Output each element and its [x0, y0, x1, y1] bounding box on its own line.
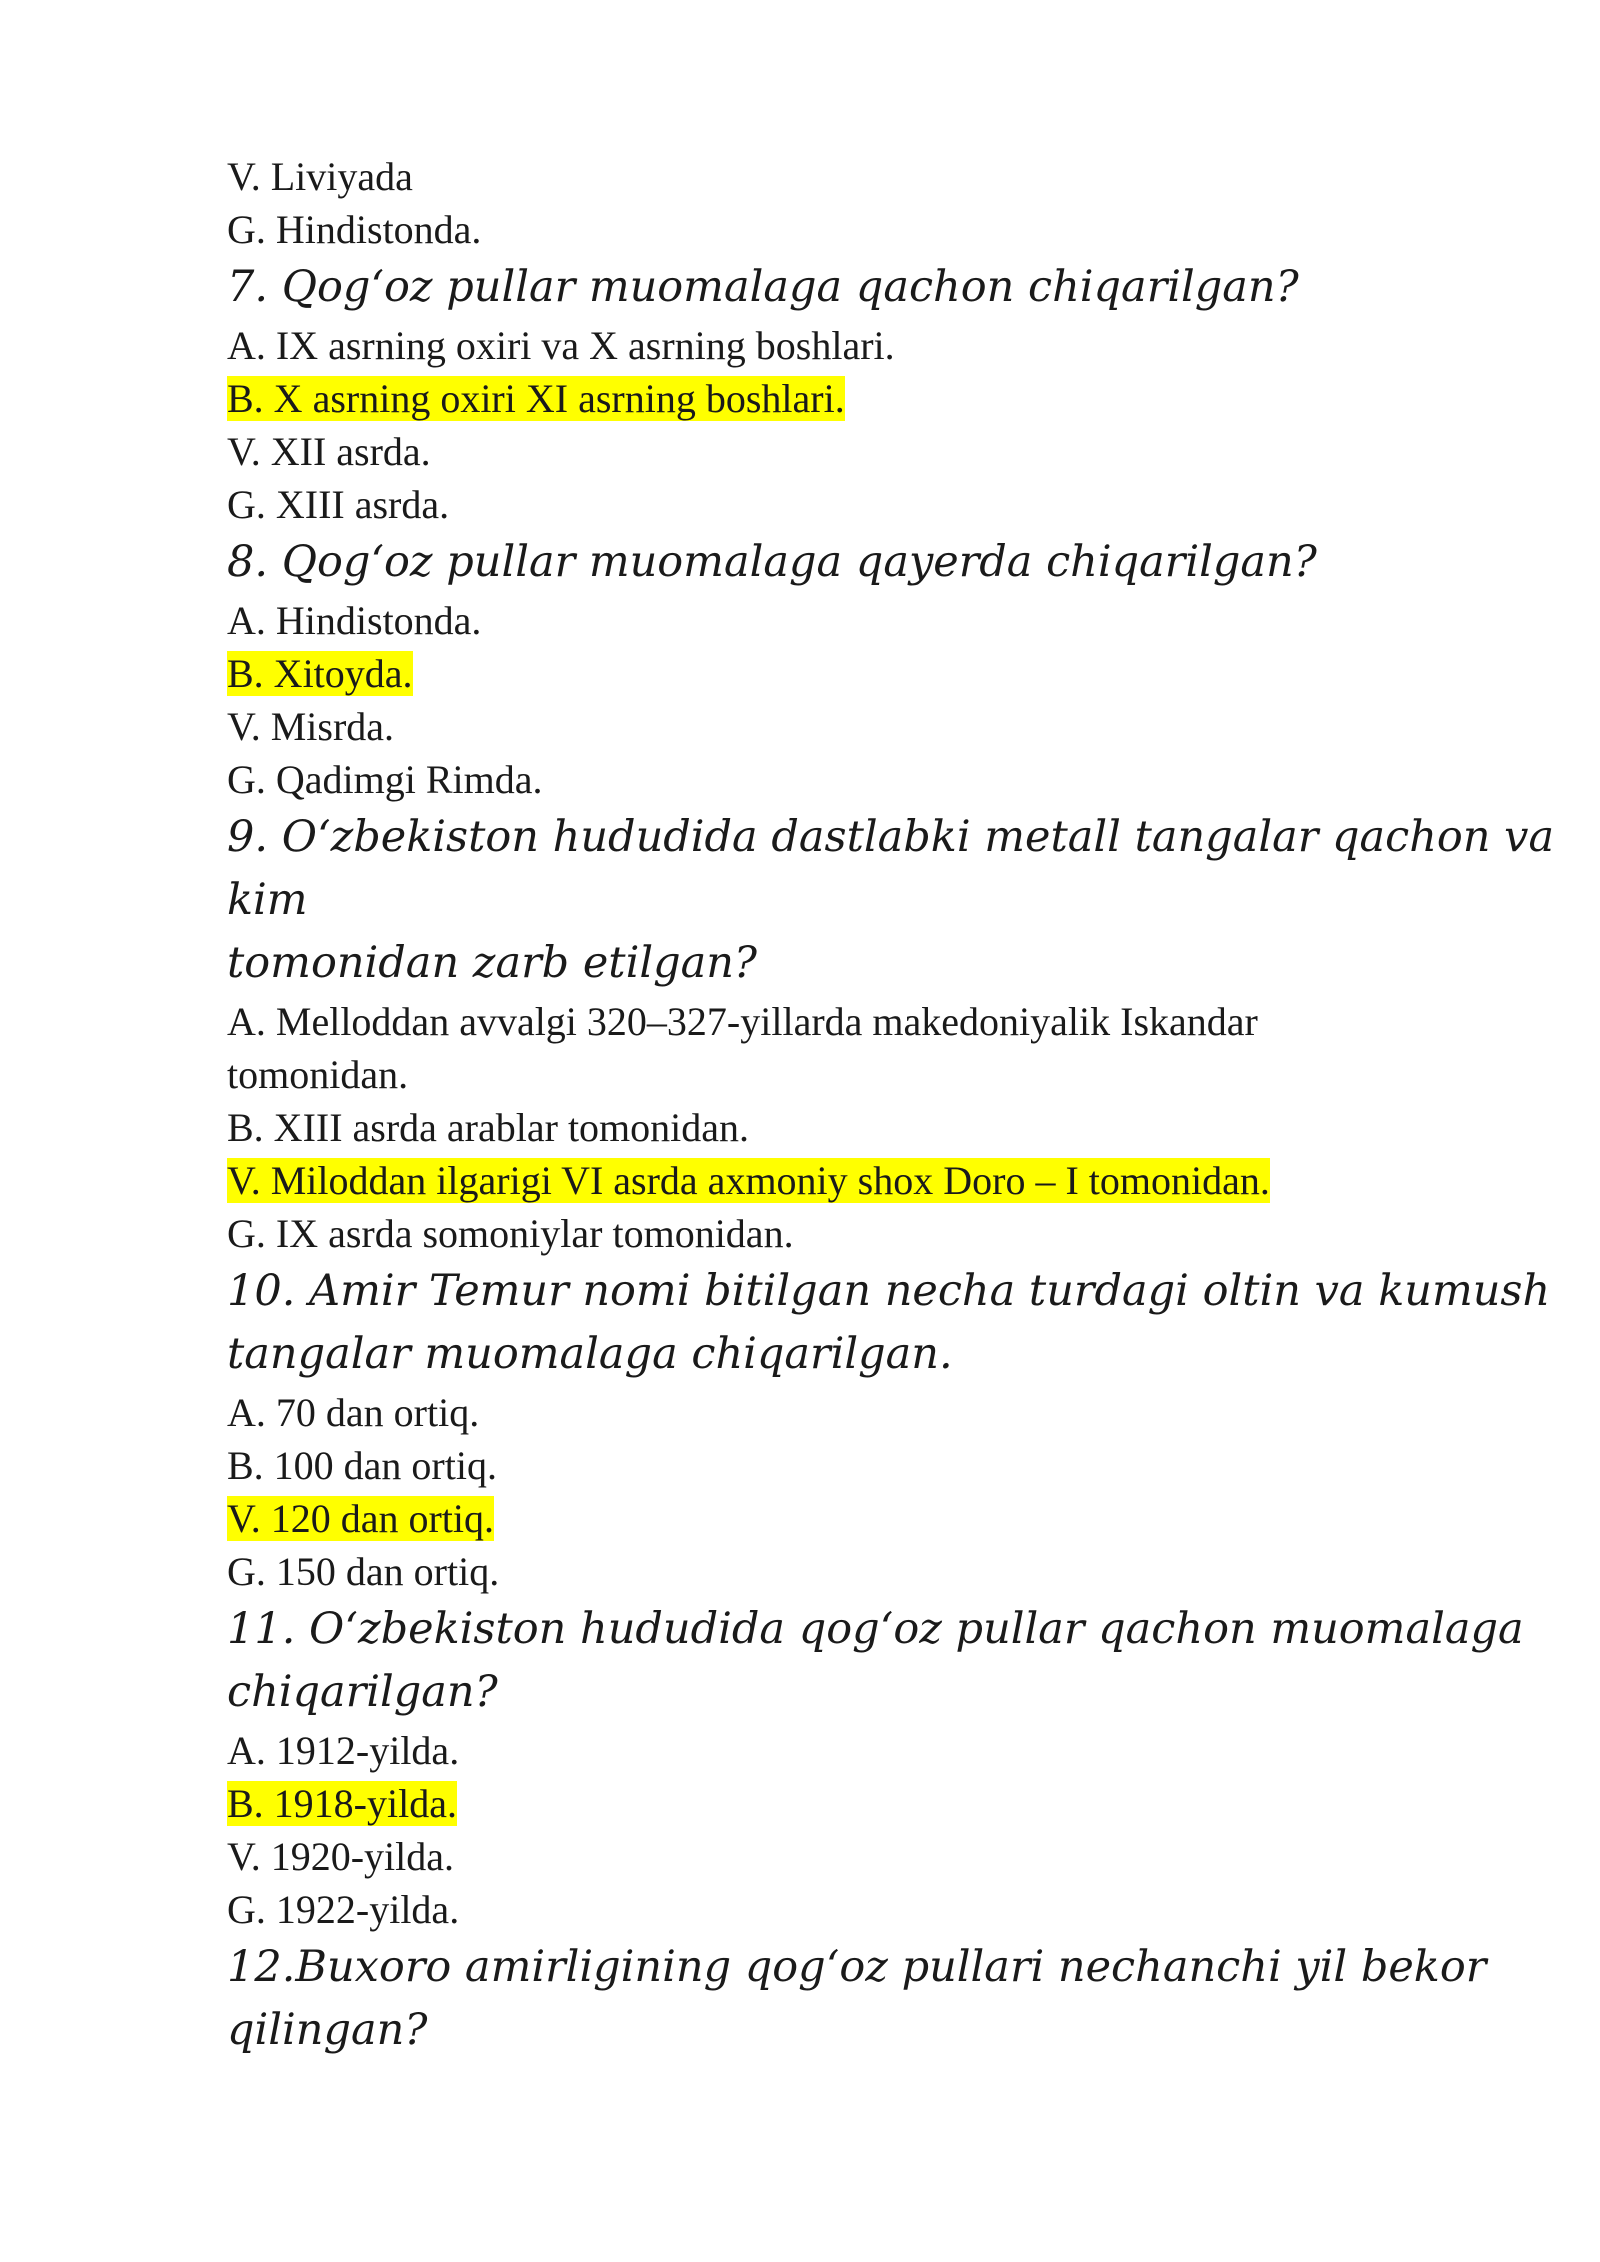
lead-options — [227, 150, 1457, 256]
answer-option — [227, 1724, 1457, 1777]
answer-option — [227, 478, 1457, 531]
answer-option — [227, 1545, 1457, 1598]
answer-option-text: V. Misrda. — [227, 704, 395, 749]
answer-option-text: B. XIII asrda arablar tomonidan. — [227, 1105, 750, 1150]
answer-option-text: G. 150 dan ortiq. — [227, 1549, 500, 1594]
question-line: 10. Amir Temur nomi bitilgan necha turdagi oltin va kumush — [227, 1266, 1551, 1316]
question-text — [227, 531, 1457, 594]
answer-option-text: G. XIII asrda. — [227, 482, 450, 527]
answer-option — [227, 1830, 1457, 1883]
question-line: 11. O‘zbekiston hududida qog‘oz pullar qachon muomalaga — [227, 1604, 1524, 1654]
answer-option-text: A. 1912-yilda. — [227, 1728, 460, 1773]
question-text — [227, 806, 1555, 995]
answer-option-text: V. 120 dan ortiq. — [227, 1496, 495, 1541]
correct-answer-option — [227, 1777, 1457, 1830]
question-text — [227, 256, 1457, 319]
question-line: 7. Qog‘oz pullar muomalaga qachon chiqarilgan? — [227, 262, 1299, 312]
question-line: tomonidan zarb etilgan? — [227, 938, 757, 988]
answer-option-text: B. Xitoyda. — [227, 651, 413, 696]
document-page — [227, 150, 1555, 2062]
correct-answer-option — [227, 1492, 1457, 1545]
answer-option-text: A. Hindistonda. — [227, 598, 482, 643]
question-line: 9. O‘zbekiston hududida dastlabki metall tangalar qachon va — [227, 812, 1555, 862]
answer-option — [227, 425, 1457, 478]
answer-option — [227, 1101, 1457, 1154]
question-block — [227, 1936, 1487, 2062]
answer-option-text: V. Liviyada — [227, 154, 413, 199]
question-line: 8. Qog‘oz pullar muomalaga qayerda chiqarilgan? — [227, 537, 1317, 587]
question-block — [227, 256, 1457, 531]
answer-option-text: B. X asrning oxiri XI asrning boshlari. — [227, 376, 845, 421]
answer-option — [227, 700, 1457, 753]
answer-option — [227, 1207, 1457, 1260]
question-line: kim — [227, 875, 308, 925]
question-line: chiqarilgan? — [227, 1667, 498, 1717]
answer-option — [227, 203, 1457, 256]
correct-answer-option — [227, 1154, 1457, 1207]
answer-option-text: A. 70 dan ortiq. — [227, 1390, 480, 1435]
question-text — [227, 1936, 1487, 2062]
answer-option-text: V. XII asrda. — [227, 429, 431, 474]
answer-option — [227, 1048, 1457, 1101]
answer-option-text: G. 1922-yilda. — [227, 1887, 460, 1932]
question-list — [227, 256, 1555, 2062]
question-line: 12.Buxoro amirligining qog‘oz pullari nechanchi yil bekor — [227, 1942, 1487, 1992]
answer-option — [227, 594, 1457, 647]
answer-option-text: B. 1918-yilda. — [227, 1781, 457, 1826]
question-block — [227, 1598, 1524, 1936]
answer-option — [227, 1386, 1457, 1439]
answer-option — [227, 995, 1457, 1048]
answer-option-text: G. Qadimgi Rimda. — [227, 757, 543, 802]
answer-option-text: G. IX asrda somoniylar tomonidan. — [227, 1211, 794, 1256]
answer-option-text: tomonidan. — [227, 1052, 409, 1097]
answer-option-text: B. 100 dan ortiq. — [227, 1443, 497, 1488]
answer-option — [227, 150, 1457, 203]
question-block — [227, 806, 1555, 1260]
answer-option — [227, 753, 1457, 806]
correct-answer-option — [227, 372, 1457, 425]
question-block — [227, 1260, 1551, 1598]
answer-option — [227, 1439, 1457, 1492]
answer-option — [227, 1883, 1457, 1936]
answer-option-text: V. Miloddan ilgarigi VI asrda axmoniy shox Doro – I tomonidan. — [227, 1158, 1270, 1203]
correct-answer-option — [227, 647, 1457, 700]
answer-option-text: G. Hindistonda. — [227, 207, 482, 252]
answer-option — [227, 319, 1457, 372]
question-block — [227, 531, 1457, 806]
question-text — [227, 1598, 1524, 1724]
question-line: qilingan? — [227, 2005, 428, 2055]
question-text — [227, 1260, 1551, 1386]
answer-option-text: V. 1920-yilda. — [227, 1834, 455, 1879]
answer-option-text: A. IX asrning oxiri va X asrning boshlari. — [227, 323, 895, 368]
answer-option-text: A. Melloddan avvalgi 320–327-yillarda makedoniyalik Iskandar — [227, 999, 1258, 1044]
question-line: tangalar muomalaga chiqarilgan. — [227, 1329, 953, 1379]
